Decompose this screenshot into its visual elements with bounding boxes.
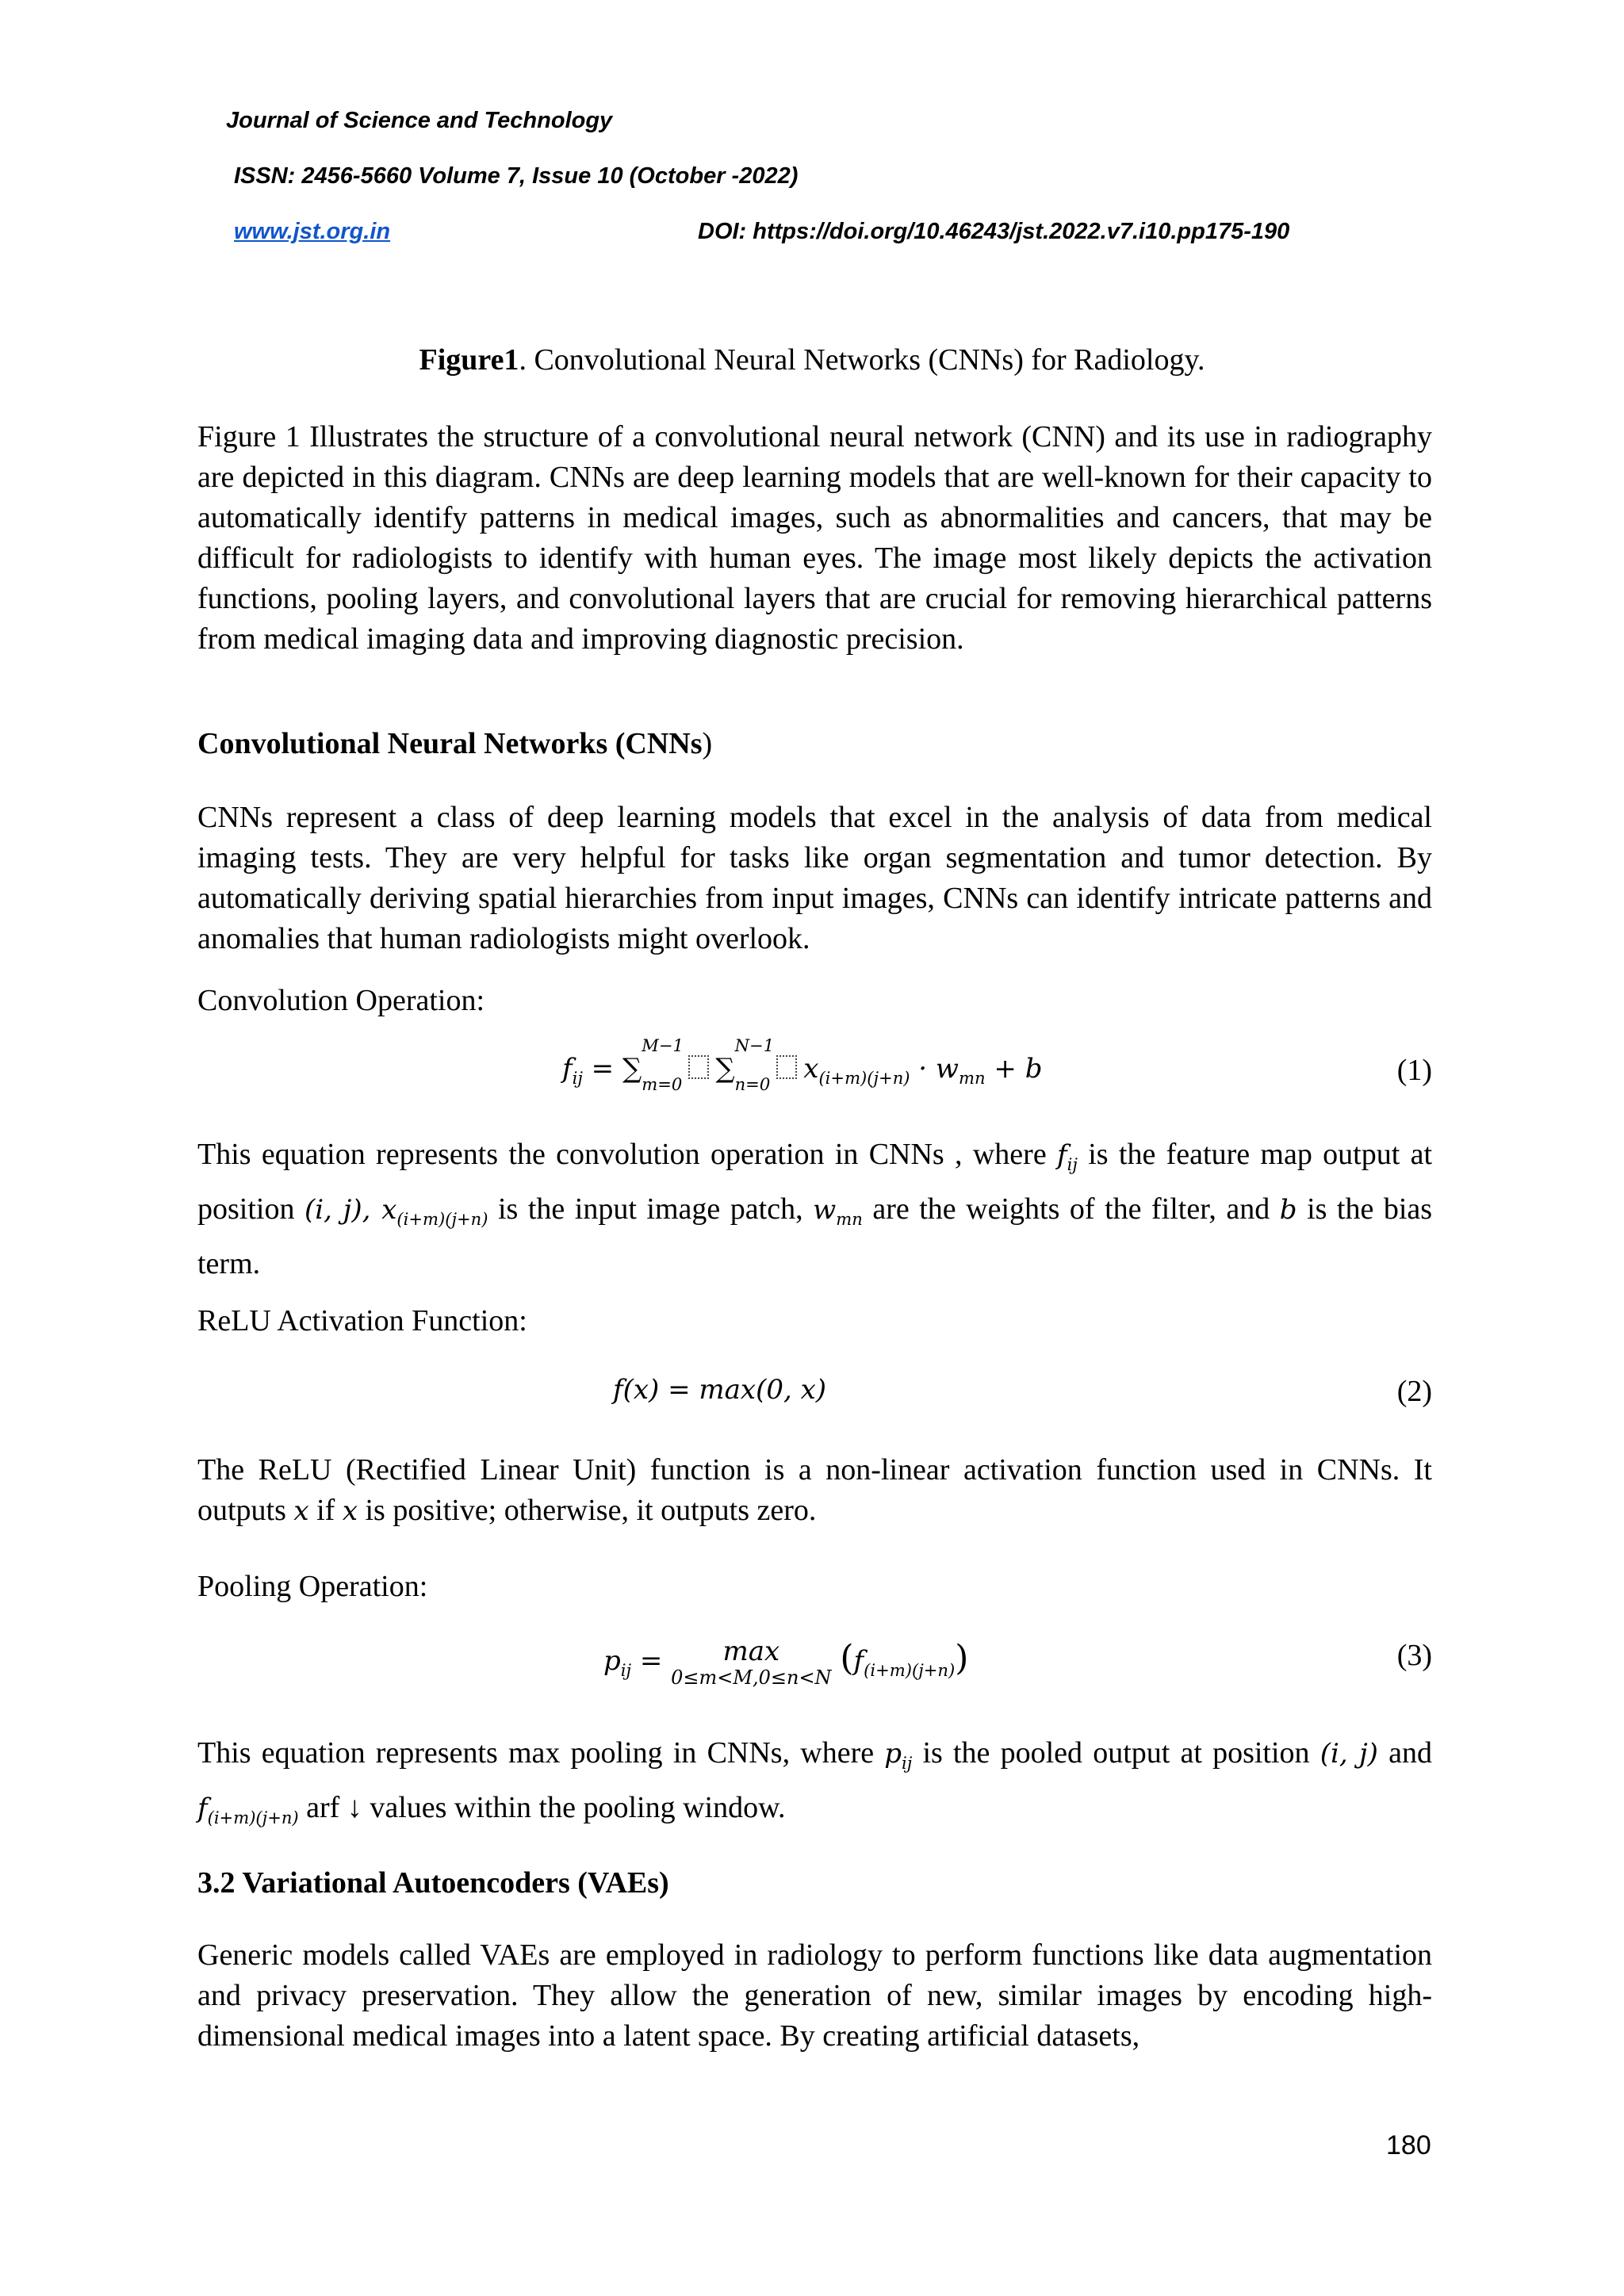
equation-3 [197,1638,1432,1701]
relu-formula: f(x) = max(0, x) [613,1374,827,1406]
equation-1-number: (1) [1396,1054,1432,1087]
pooling-formula: $p_{ij} = \max$ 0≤m<M,0≤n<N $(f_{(i+m)(j+n)})$ [603,1636,969,1689]
figure-label: Figure1 [419,343,519,377]
vae-section-heading: 3.2 Variational Autoencoders (VAEs) [197,1866,669,1900]
figure-description: Figure 1 Illustrates the structure of a convolutional neural network (CNN) and its use in radiography are depicted in this diagram. CNNs are deep learning models that are well-known for their capacity to automatically identify patterns in medical images, such as abnormalities and cancers, that may be difficult for radiologists to identify with human eyes. The image most likely depicts the activation functions, pooling layers, and convolutional layers that are crucial for removing hierarchical patterns from medical imaging data and improving diagnostic precision. [197,420,1432,656]
pooling-explanation: This equation represents max pooling in CNNs, where $p_{ij}$ is the pooled output at position (i, j) and $f_{(i+m)(j+n)}$ arf ↓ values within the pooling window. [197,1736,1432,1827]
equation-2-number: (2) [1396,1375,1432,1408]
pooling-label: Pooling Operation: [197,1570,428,1603]
convolution-label: Convolution Operation: [197,984,485,1017]
figure-caption-text: . Convolutional Neural Networks (CNNs) for Radiology. [519,343,1205,377]
convolution-explanation: This equation represents the convolution operation in CNNs , where $f_{ij}$ is the feature map output at position (i, j), $x_{(i+m)(j+n)}$ is the input image patch, $w_{mn}$ are the weights of the filter, and b is the bias term. [197,1138,1433,1280]
relu-label: ReLU Activation Function: [197,1304,527,1337]
equation-1 [197,1035,1432,1100]
cnn-intro-paragraph: CNNs represent a class of deep learning models that excel in the analysis of data from medical imaging tests. They are very helpful for tasks like organ segmentation and tumor detection. By automatically deriving spatial hierarchies from input images, CNNs can identify intricate patterns and anomalies that human radiologists might overlook. [197,801,1432,955]
vae-paragraph: Generic models called VAEs are employed in radiology to perform functions like data augmentation and privacy preservation. They allow the generation of new, similar images by encoding high-dimensional medical images into a latent space. By creating artificial datasets, [197,1938,1432,2053]
relu-explanation: The ReLU (Rectified Linear Unit) function is a non-linear activation function used in CNNs. It outputs x if x is positive; otherwise, it outputs zero. [197,1453,1432,1527]
page-number: 180 [1386,2130,1431,2160]
figure-caption [0,342,1624,377]
doi-line: DOI: https://doi.org/10.46243/jst.2022.v7.i10.pp175-190 [698,219,1290,244]
equation-2 [197,1374,1432,1422]
journal-website-link[interactable]: www.jst.org.in [234,219,391,244]
cnn-section-heading: Convolutional Neural Networks (CNNs) [197,727,713,760]
journal-title: Journal of Science and Technology [226,108,613,133]
issn-line: ISSN: 2456-5660 Volume 7, Issue 10 (October -2022) [234,163,799,189]
convolution-formula: $f_{ij}$ = ∑ M−1 $_{m=0}$ ∑ N−1 $_{n=0}$ $x_{(i+m)(j+n)} \cdot w_{mn} + b$ [562,1035,1043,1094]
equation-3-number: (3) [1396,1639,1432,1672]
